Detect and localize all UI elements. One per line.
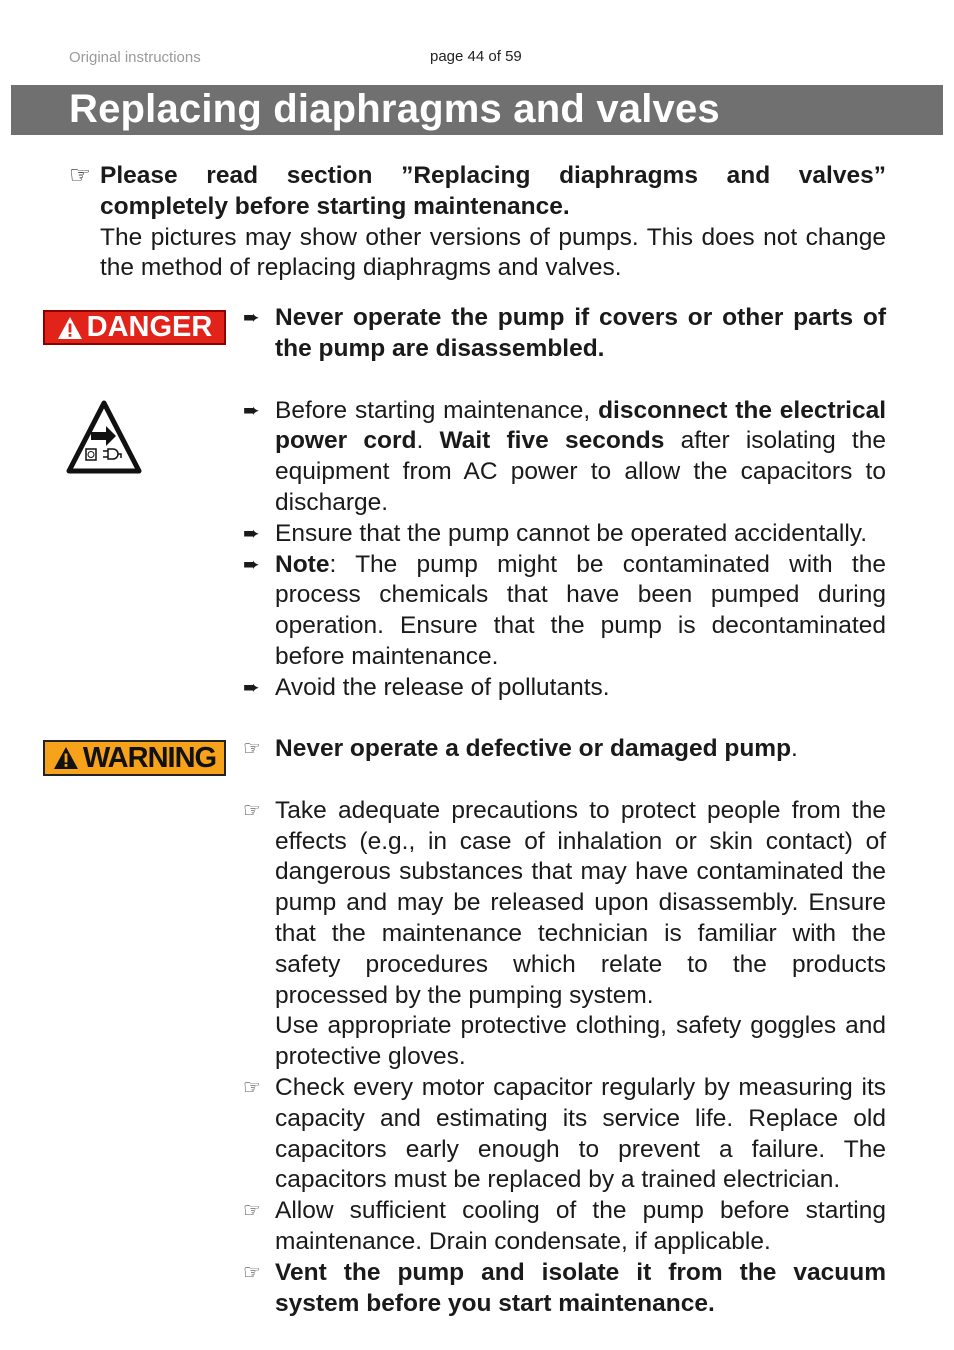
warning-triangle-icon bbox=[57, 316, 83, 340]
intro-block bbox=[69, 161, 886, 284]
right-arrow-icon: ➨ bbox=[243, 676, 260, 699]
pointing-hand-icon: ☞ bbox=[243, 738, 261, 760]
list-item bbox=[243, 1073, 886, 1196]
intro-text: The pictures may show other versions of pumps. This does not change the method of replacing diaphragms and valves. bbox=[100, 223, 886, 282]
right-arrow-icon: ➨ bbox=[243, 522, 260, 545]
list-item bbox=[243, 1196, 886, 1258]
pointing-hand-icon: ☞ bbox=[243, 799, 261, 822]
item-text: : The pump might be contaminated with the process chemicals that have been pumped during operation. Ensure that the pump is decontaminated before maintenance. bbox=[275, 550, 886, 670]
list-item bbox=[243, 673, 886, 704]
list-item bbox=[243, 1258, 886, 1320]
page-title: Replacing diaphragms and valves bbox=[69, 87, 720, 131]
item-text: . bbox=[791, 735, 798, 762]
warning-triangle-icon bbox=[53, 746, 79, 770]
item-text: after isolating the equipment from AC power to allow the capacitors to discharge. bbox=[275, 427, 886, 516]
pointing-hand-icon: ☞ bbox=[69, 162, 91, 189]
item-text: Before starting maintenance, bbox=[275, 396, 599, 424]
list-item bbox=[243, 519, 886, 550]
list-item bbox=[243, 550, 886, 673]
item-text-bold: Vent the pump and isolate it from the vacuum system before you start maintenance. bbox=[275, 1258, 886, 1317]
item-text: Never operate the pump if covers or other parts of the pump are disassembled. bbox=[275, 304, 886, 362]
right-arrow-icon: ➨ bbox=[243, 307, 260, 329]
item-text: Ensure that the pump cannot be operated accidentally. bbox=[275, 519, 868, 547]
item-text-bold: disconnect the electrical power cord bbox=[275, 396, 887, 455]
item-text: Take adequate precautions to protect people from the effects (e.g., in case of inhalation or skin contact) of dangerous substances that may have contaminated the pump and may be released upon disassembly. Ensure that the maintenance technician is familiar with the safety procedures which relate to the products processed by the pumping system. bbox=[275, 796, 886, 1009]
warning-list bbox=[243, 734, 886, 1319]
title-bar bbox=[11, 85, 943, 135]
list-item bbox=[243, 303, 886, 365]
header-label: Original instructions bbox=[69, 49, 201, 66]
pointing-hand-icon: ☞ bbox=[243, 1261, 261, 1284]
danger-badge bbox=[43, 310, 226, 345]
list-item bbox=[243, 796, 886, 1073]
item-text: Allow sufficient cooling of the pump before starting maintenance. Drain condensate, if applicable. bbox=[275, 1197, 886, 1255]
item-text-bold: Wait five seconds bbox=[439, 427, 665, 455]
list-item bbox=[243, 734, 886, 765]
page-number: page 44 of 59 bbox=[430, 48, 522, 65]
item-text: Avoid the release of pollutants. bbox=[275, 673, 610, 701]
right-arrow-icon: ➨ bbox=[243, 553, 260, 576]
right-arrow-icon: ➨ bbox=[243, 399, 260, 422]
warning-badge bbox=[43, 740, 226, 776]
unplug-power-icon bbox=[66, 400, 142, 476]
intro-bold-text: Please read section ”Replacing diaphragms and valves” completely before starting maintenance. bbox=[100, 162, 886, 220]
item-text-bold: Never operate a defective or damaged pump bbox=[275, 735, 792, 762]
item-text: . bbox=[416, 427, 440, 455]
item-text: Check every motor capacitor regularly by measuring its capacity and estimating its service life. Replace old capacitors early enough to prevent a failure. The capacitors must be replaced by a trained electrician. bbox=[275, 1073, 886, 1194]
danger-list bbox=[243, 303, 886, 704]
pointing-hand-icon: ☞ bbox=[243, 1076, 261, 1099]
danger-label: DANGER bbox=[86, 311, 213, 343]
item-text: Use appropriate protective clothing, safety goggles and protective gloves. bbox=[275, 1012, 886, 1071]
pointing-hand-icon: ☞ bbox=[243, 1200, 261, 1223]
warning-label: WARNING bbox=[82, 741, 217, 774]
list-item bbox=[243, 396, 886, 519]
item-text-bold: Note bbox=[275, 550, 330, 578]
